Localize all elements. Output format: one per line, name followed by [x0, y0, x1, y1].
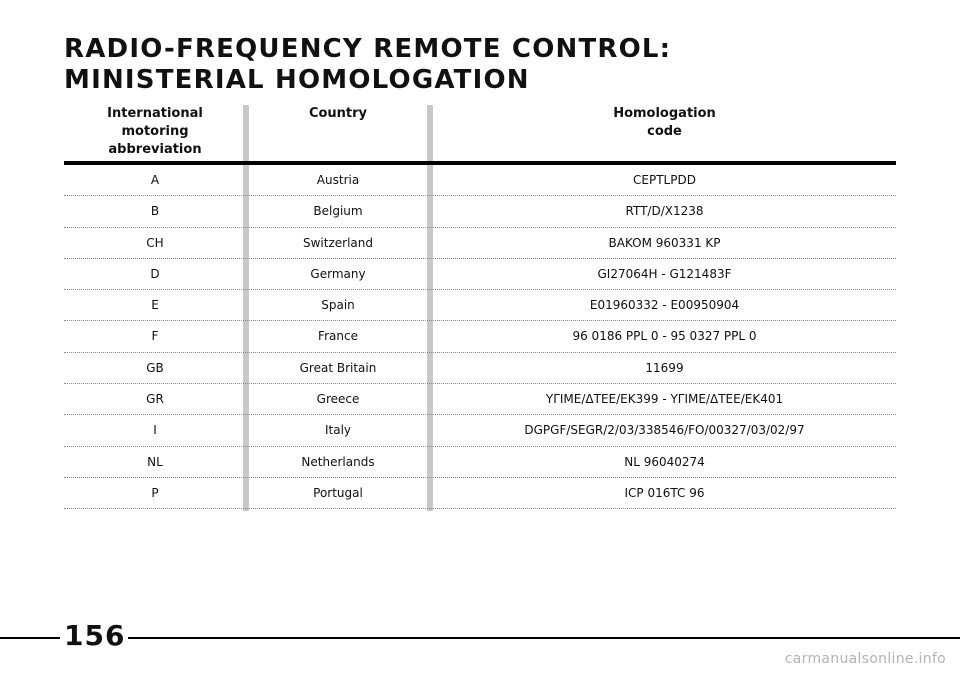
cell-country: Spain [321, 298, 355, 313]
table-row [64, 478, 896, 509]
page-title [64, 34, 671, 96]
footer-rule-right [128, 637, 960, 639]
header-code [433, 105, 896, 141]
header-code-line: code [647, 124, 682, 139]
cell-abbreviation: NL [147, 454, 163, 469]
header-country [249, 105, 427, 123]
header-abbreviation-line: motoring [121, 124, 189, 139]
table-row [64, 259, 896, 290]
table-row [64, 415, 896, 446]
table-row [64, 165, 896, 196]
table-row [64, 290, 896, 321]
cell-code: NL 96040274 [624, 454, 705, 469]
page-number: 156 [64, 619, 126, 652]
footer-rule-left [0, 637, 60, 639]
cell-code: DGPGF/SEGR/2/03/338546/FO/00327/03/02/97 [524, 423, 805, 438]
header-abbreviation-line: abbreviation [108, 142, 202, 157]
cell-abbreviation: F [151, 329, 159, 344]
table-row [64, 321, 896, 352]
cell-country: Portugal [313, 485, 363, 500]
cell-abbreviation: CH [146, 235, 164, 250]
cell-country: Greece [316, 392, 360, 407]
cell-code: E01960332 - E00950904 [589, 298, 740, 313]
cell-abbreviation: GB [146, 360, 164, 375]
page-title-line-2: MINISTERIAL HOMOLOGATION [64, 65, 530, 95]
cell-abbreviation: P [151, 485, 159, 500]
table-row [64, 447, 896, 478]
cell-code: 11699 [645, 360, 684, 375]
cell-code: RTT/D/X1238 [625, 204, 704, 219]
table-row [64, 228, 896, 259]
cell-abbreviation: E [151, 298, 159, 313]
cell-abbreviation: B [150, 204, 160, 219]
watermark: carmanualsonline.info [784, 651, 946, 667]
cell-country: Austria [316, 173, 360, 187]
header-abbreviation-line: International [107, 106, 203, 121]
cell-country: Belgium [313, 204, 363, 219]
cell-code: BAKOM 960331 KP [608, 235, 721, 250]
cell-country: Germany [310, 266, 366, 281]
cell-code: GI27064H - G121483F [597, 266, 732, 281]
header-code-line: Homologation [613, 106, 716, 121]
header-country-line: Country [308, 106, 368, 121]
cell-country: Switzerland [303, 235, 373, 250]
table-row [64, 384, 896, 415]
table-row [64, 196, 896, 227]
cell-abbreviation: GR [146, 392, 164, 407]
cell-code: 96 0186 PPL 0 - 95 0327 PPL 0 [572, 329, 757, 344]
page-title-line-1: RADIO-FREQUENCY REMOTE CONTROL: [64, 34, 672, 64]
cell-code: CEPTLPDD [633, 173, 696, 187]
cell-abbreviation: I [153, 423, 157, 438]
table-row [64, 353, 896, 384]
cell-country: France [318, 329, 358, 344]
cell-abbreviation: A [150, 173, 160, 187]
cell-country: Italy [324, 423, 352, 438]
cell-country: Netherlands [301, 454, 375, 469]
cell-code: ICP 016TC 96 [624, 485, 705, 500]
cell-abbreviation: D [150, 266, 160, 281]
header-abbreviation [64, 105, 246, 159]
homologation-table [64, 165, 896, 509]
cell-country: Great Britain [299, 360, 377, 375]
cell-code: YΓIME/ΔTEE/EK399 - YΓIME/ΔTEE/EK401 [545, 392, 784, 407]
